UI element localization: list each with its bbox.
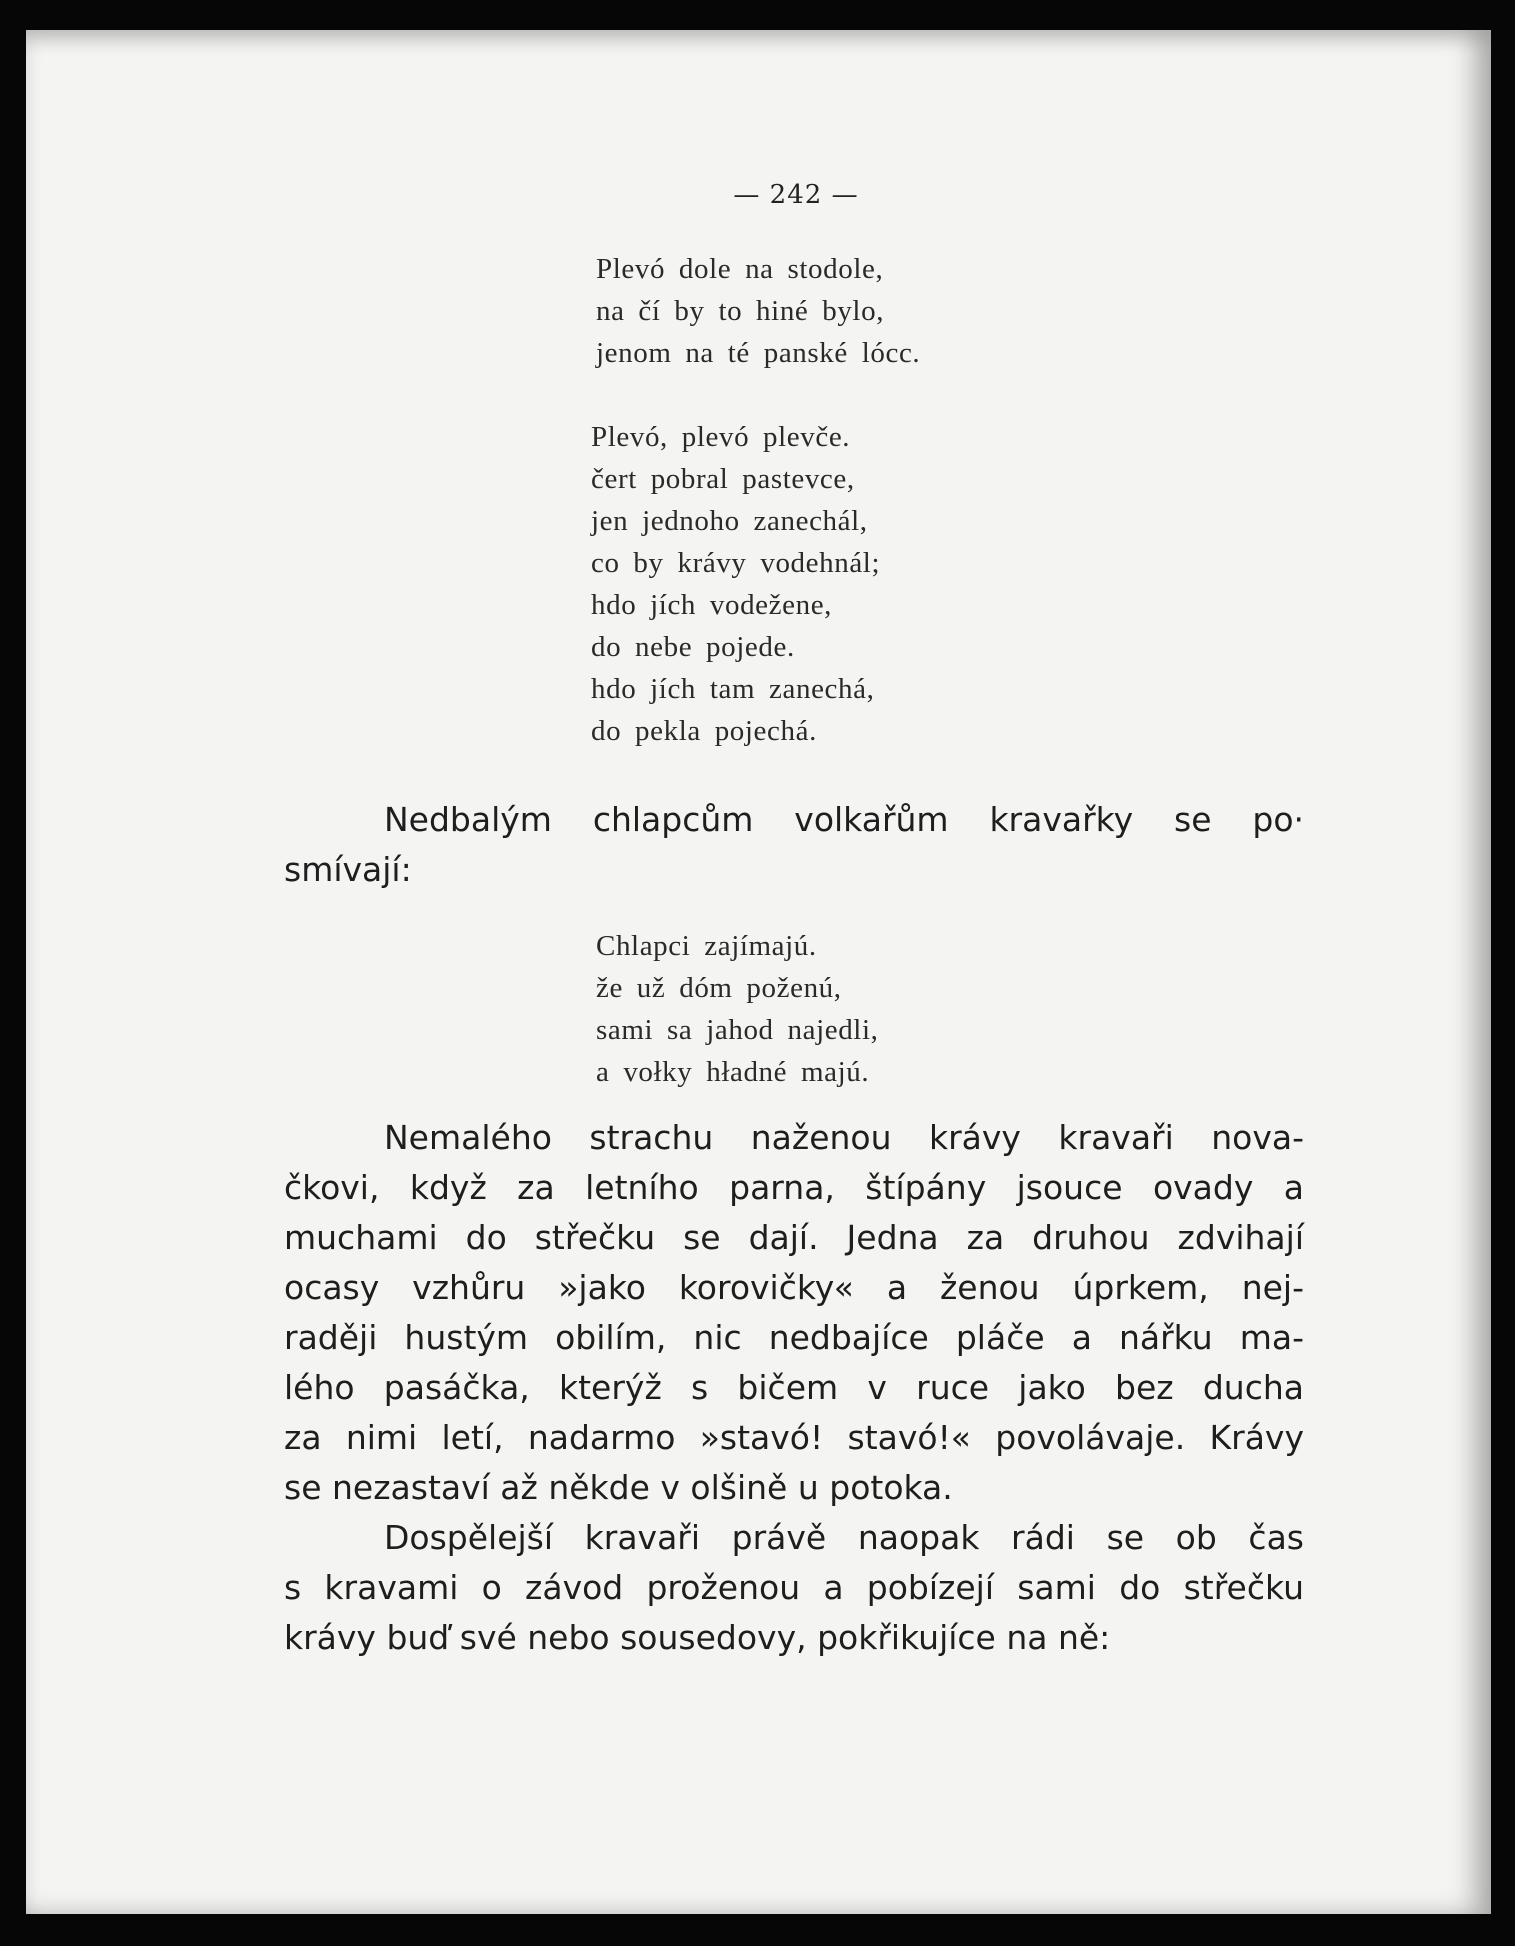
prose-line: raději hustým obilím, nic nedbajíce pláče a nářku ma- <box>284 1318 1304 1357</box>
page-number: — 242 — <box>733 180 859 210</box>
prose-line: krávy buď své nebo sousedovy, pokřikujíce na ně: <box>284 1618 1111 1657</box>
verse-stanza-2 <box>591 416 880 752</box>
prose-line: ocasy vzhůru »jako korovičky« a ženou úprkem, nej- <box>284 1268 1304 1307</box>
verse-line: hdo jích vodežene, <box>591 589 833 621</box>
verse-line: čert pobral pastevce, <box>591 463 855 495</box>
prose-line: muchami do střečku se dají. Jedna za druhou zdvihají <box>284 1218 1304 1257</box>
book-page <box>26 30 1491 1914</box>
prose-line: se nezastaví až někde v olšině u potoka. <box>284 1468 953 1507</box>
prose-line: za nimi letí, nadarmo »stavó! stavó!« povolávaje. Krávy <box>284 1418 1304 1457</box>
verse-line: Plevó dole na stodole, <box>596 253 884 285</box>
prose-line: Nedbalým chlapcům volkařům kravařky se po· <box>384 800 1304 839</box>
verse-line: do nebe pojede. <box>591 631 795 663</box>
verse-line: hdo jích tam zanechá, <box>591 673 875 705</box>
verse-line: co by krávy vodehnál; <box>591 547 881 579</box>
prose-line: smívají: <box>284 850 412 889</box>
verse-line: že už dóm poženú, <box>596 972 842 1004</box>
verse-line: na čí by to hiné bylo, <box>596 295 885 327</box>
prose-line: lého pasáčka, kterýž s bičem v ruce jako bez ducha <box>284 1368 1304 1407</box>
verse-line: Chlapci zajímajú. <box>596 930 817 962</box>
prose-line: Dospělejší kravaři právě naopak rádi se ob čas <box>384 1518 1304 1557</box>
verse-line: jen jednoho zanechál, <box>591 505 868 537</box>
prose-line: Nemalého strachu naženou krávy kravaři nova- <box>384 1118 1304 1157</box>
verse-line: jenom na té panské lócc. <box>596 337 921 369</box>
verse-line: Plevó, plevó plevče. <box>591 421 851 453</box>
verse-line: do pekla pojechá. <box>591 715 817 747</box>
prose-line: čkovi, když za letního parna, štípány jsouce ovady a <box>284 1168 1304 1207</box>
verse-stanza-3 <box>596 925 878 1093</box>
prose-line: s kravami o závod proženou a pobízejí sami do střečku <box>284 1568 1304 1607</box>
verse-stanza-1 <box>596 248 920 374</box>
verse-line: sami sa jahod najedli, <box>596 1014 879 1046</box>
verse-line: a vołky hładné majú. <box>596 1056 870 1088</box>
